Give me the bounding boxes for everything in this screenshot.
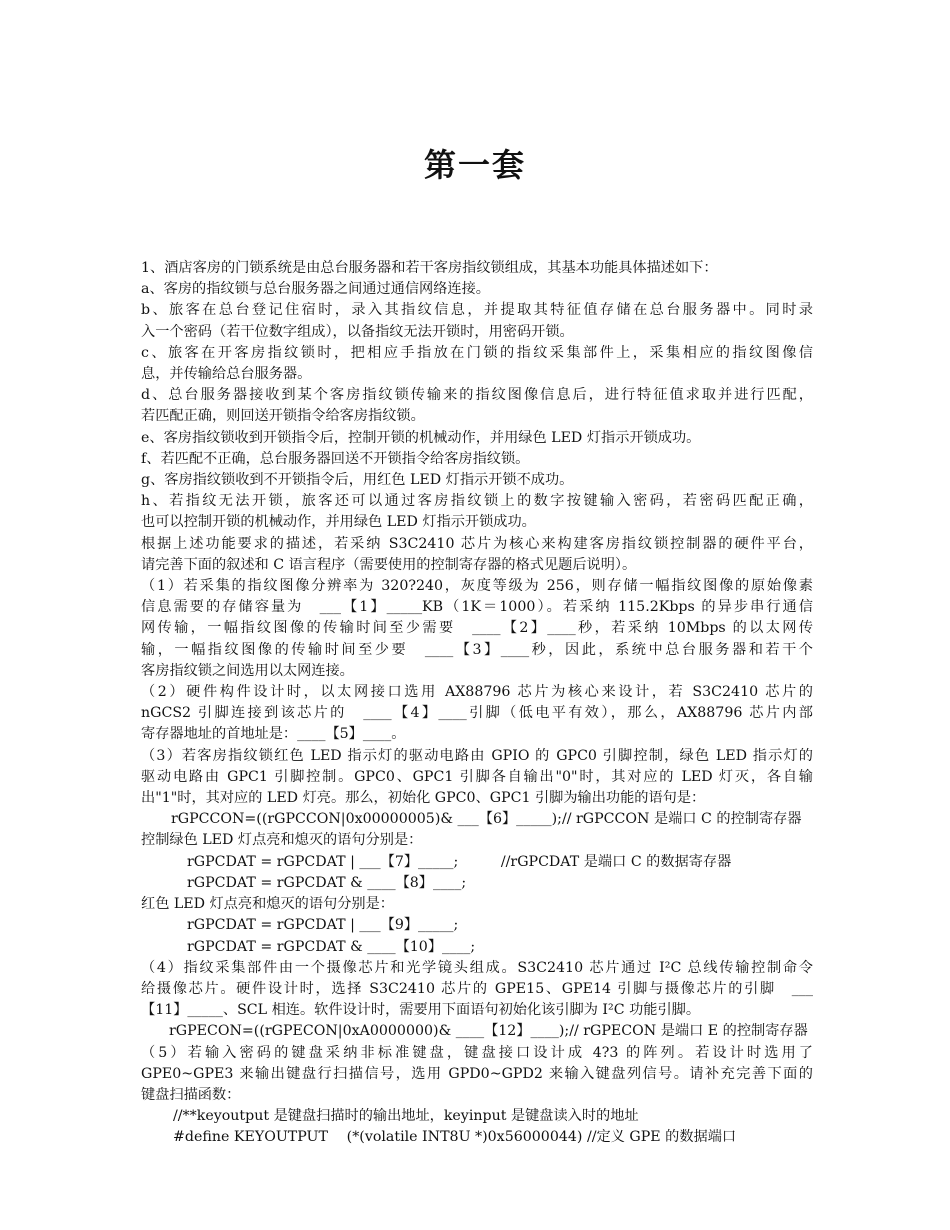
text-line: 出"1"时，其对应的 LED 灯亮。那么，初始化 GPC0、GPC1 引脚为输出功能的语句是： [141, 790, 706, 807]
code-line: #define KEYOUTPUT (*(volatile INT8U *)0x56000044) //定义 GPE 的数据端口 [173, 1129, 737, 1146]
text-line: 键盘扫描函数： [141, 1086, 241, 1103]
text-line: 【11】_____、SCL 相连。软件设计时，需要用下面语句初始化该引脚为 I²C 功能引脚。 [141, 1002, 701, 1019]
text-line: 控制绿色 LED 灯点亮和熄灭的语句分别是： [141, 832, 423, 849]
text-line: 客房指纹锁之间选用以太网连接。 [141, 662, 354, 679]
code-line: rGPCDAT = rGPCDAT & ____【10】____; [187, 938, 476, 955]
text-line: e、客房指纹锁收到开锁指令后，控制开锁的机械动作，并用绿色 LED 灯指示开锁成功。 [141, 429, 701, 446]
code-line: rGPECON=((rGPECON|0xA0000000)& ____【12】____);// rGPECON 是端口 E 的控制寄存器 [169, 1023, 808, 1040]
text-line: （4）指纹采集部件由一个摄像芯片和光学镜头组成。S3C2410 芯片通过 I²C 总线传输控制命令 [141, 959, 813, 976]
code-line: rGPCDAT = rGPCDAT & ____【8】____; [187, 874, 467, 891]
text-line: h、若指纹无法开锁，旅客还可以通过客房指纹锁上的数字按键输入密码，若密码匹配正确， [141, 493, 813, 510]
text-line: （2）硬件构件设计时，以太网接口选用 AX88796 芯片为核心来设计，若 S3C2410 芯片的 [141, 684, 813, 701]
text-line: 红色 LED 灯点亮和熄灭的语句分别是： [141, 896, 394, 913]
text-line: a、客房的指纹锁与总台服务器之间通过通信网络连接。 [141, 281, 490, 298]
question-body [141, 258, 813, 1149]
text-line: 根据上述功能要求的描述，若采纳 S3C2410 芯片为核心来构建客房指纹锁控制器的硬件平台， [141, 535, 813, 552]
text-line: （5）若输入密码的键盘采纳非标准键盘，键盘接口设计成 4?3 的阵列。若设计时选用了 [141, 1044, 813, 1061]
text-line: f、若匹配不正确，总台服务器回送不开锁指令给客房指纹锁。 [141, 450, 530, 467]
page-title: 第一套 [423, 146, 526, 184]
text-line: （3）若客房指纹锁红色 LED 指示灯的驱动电路由 GPIO 的 GPC0 引脚控制，绿色 LED 指示灯的 [141, 747, 813, 764]
text-line: 信息需要的存储容量为 ___【1】_____KB（1K＝1000）。若采纳 115.2Kbps 的异步串行通信 [141, 599, 813, 616]
text-line: GPE0~GPE3 来输出键盘行扫描信号，选用 GPD0~GPD2 来输入键盘列信号。请补充完善下面的 [141, 1065, 813, 1082]
text-line: 驱动电路由 GPC1 引脚控制。GPC0、GPC1 引脚各自输出"0"时，其对应的 LED 灯灭，各自输 [141, 768, 813, 785]
text-line: 输，一幅指纹图像的传输时间至少要 ____【3】____秒，因此，系统中总台服务器和若干个 [141, 641, 813, 658]
text-line: 给摄像芯片。硬件设计时，选择 S3C2410 芯片的 GPE15、GPE14 引脚与摄像芯片的引脚 ___ [141, 980, 813, 997]
text-line: 息，并传输给总台服务器。 [141, 366, 312, 383]
text-line: （1）若采集的指纹图像分辨率为 320?240，灰度等级为 256，则存储一幅指纹图像的原始像素 [141, 578, 813, 595]
text-line: g、客房指纹锁收到不开锁指令后，用红色 LED 灯指示开锁不成功。 [141, 472, 574, 489]
code-line: //**keyoutput 是键盘扫描时的输出地址，keyinput 是键盘读入时的地址 [173, 1108, 639, 1125]
code-line: rGPCDAT = rGPCDAT | ___【7】_____; //rGPCDAT 是端口 C 的数据寄存器 [187, 853, 732, 870]
code-line: rGPCDAT = rGPCDAT | ___【9】_____; [187, 917, 459, 934]
text-line: 若匹配正确，则回送开锁指令给客房指纹锁。 [141, 408, 425, 425]
text-line: 也可以控制开锁的机械动作，并用绿色 LED 灯指示开锁成功。 [141, 514, 536, 531]
text-line: nGCS2 引脚连接到该芯片的 ____【4】____引脚（低电平有效），那么，AX88796 芯片内部 [141, 705, 813, 722]
text-line: b、旅客在总台登记住宿时，录入其指纹信息，并提取其特征值存储在总台服务器中。同时录 [141, 302, 813, 319]
text-line: 寄存器地址的首地址是：____【5】____。 [141, 726, 406, 743]
text-line: d、总台服务器接收到某个客房指纹锁传输来的指纹图像信息后，进行特征值求取并进行匹配， [141, 387, 813, 404]
text-line: 请完善下面的叙述和 C 语言程序（需要使用的控制寄存器的格式见题后说明）。 [141, 556, 637, 573]
text-line: 入一个密码（若干位数字组成），以备指纹无法开锁时，用密码开锁。 [141, 323, 574, 340]
text-line: c、旅客在开客房指纹锁时，把相应手指放在门锁的指纹采集部件上，采集相应的指纹图像信 [141, 344, 813, 361]
text-line: 1、酒店客房的门锁系统是由总台服务器和若干客房指纹锁组成，其基本功能具体描述如下： [141, 260, 718, 276]
text-line: 网传输，一幅指纹图像的传输时间至少需要 ____【2】____秒，若采纳 10Mbps 的以太网传 [141, 620, 813, 637]
code-line: rGPCCON=((rGPCCON|0x00000005)& ___【6】_____);// rGPCCON 是端口 C 的控制寄存器 [171, 811, 802, 828]
